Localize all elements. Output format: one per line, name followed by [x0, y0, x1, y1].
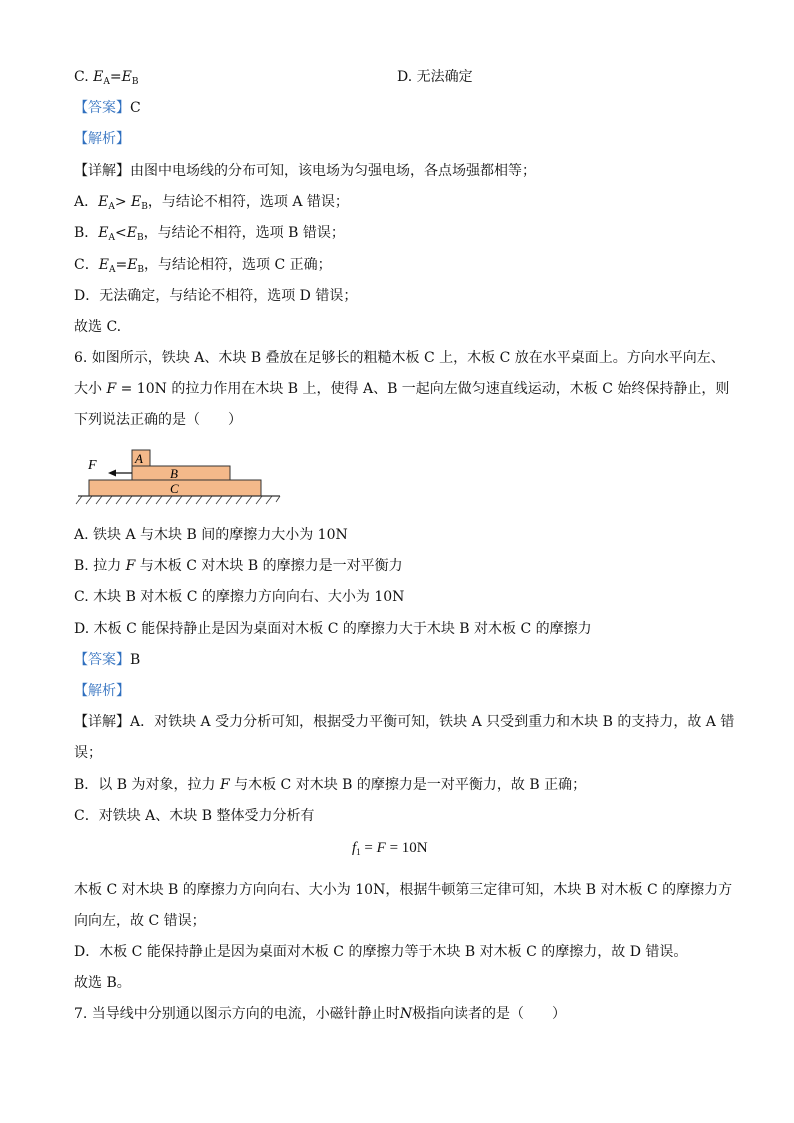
symbol-e: E [93, 69, 104, 85]
option-label: C． [74, 257, 99, 273]
option-text: 与木板 C 对木块 B 的摩擦力是一对平衡力 [135, 558, 403, 574]
q5-detail-a [74, 192, 349, 212]
friction-formula [352, 840, 428, 857]
stem-text: = 10N 的拉力作用在木块 B 上，使得 A、B 一起向左做匀速直线运动，木板 C 始终保持静止，则 [116, 381, 730, 397]
q5-detail-b [74, 223, 345, 243]
detail-text: ，与结论不相符，选项 A 错误； [147, 194, 349, 210]
q5-detail-d: D．无法确定，与结论不相符，选项 D 错误； [74, 288, 358, 304]
symbol-n: N [399, 1006, 413, 1022]
blocks-figure [74, 444, 284, 510]
q6-detail-a-line-2: 误； [74, 745, 102, 761]
subscript-b: B [137, 233, 144, 243]
q6-detail-c: C．对铁块 A、木块 B 整体受力分析有 [74, 808, 315, 824]
symbol-f: F [125, 558, 136, 574]
q6-answer [74, 650, 140, 670]
q6-detail-a-line-1 [74, 712, 734, 732]
symbol-f: F [219, 777, 230, 793]
q6-analysis-tag [74, 681, 130, 701]
symbol-e: E [98, 257, 109, 273]
symbol-f: F [106, 381, 117, 397]
q6-stem-line-3: 下列说法正确的是（ ） [74, 412, 242, 428]
label-f: F [88, 458, 97, 473]
option-label: A． [74, 194, 99, 210]
q6-option-a: A. 铁块 A 与木块 B 间的摩擦力大小为 10N [74, 527, 348, 543]
subscript-b: B [131, 77, 139, 87]
relation: = [115, 257, 128, 273]
q5-answer [74, 98, 141, 118]
q6-detail-c2-line-2: 向向左，故 C 错误； [74, 913, 206, 929]
q6-option-d: D. 木板 C 能保持静止是因为桌面对木板 C 的摩擦力大于木块 B 对木板 C 的摩擦力 [74, 621, 592, 637]
q5-detail [74, 161, 536, 181]
symbol-f: F [376, 840, 386, 856]
answer-value: B [130, 652, 141, 668]
detail-text: ，与结论相符，选项 C 正确； [144, 257, 332, 273]
detail-text: ，与结论不相符，选项 B 错误； [143, 225, 345, 241]
q7-stem [74, 1004, 566, 1024]
symbol-e: E [126, 225, 137, 241]
analysis-tag: 【解析】 [74, 131, 130, 147]
answer-tag: 【答案】 [74, 652, 130, 668]
q6-detail-b [74, 775, 586, 795]
q6-detail-c2-line-1: 木板 C 对木块 B 的摩擦力方向向右、大小为 10N，根据牛顿第三定律可知，木块 B 对木板 C 的摩擦力方 [74, 882, 733, 898]
q6-detail-d: D．木板 C 能保持静止是因为桌面对木板 C 的摩擦力等于木块 B 对木板 C 的摩擦力，故 D 错误。 [74, 944, 688, 960]
label-c: C [170, 481, 179, 496]
detail-text: A．对铁块 A 受力分析可知，根据受力平衡可知，铁块 A 只受到重力和木块 B 的支持力，故 A 错 [130, 714, 735, 730]
symbol-f-lower: f [352, 840, 357, 856]
detail-tag: 【详解】 [74, 163, 130, 179]
q6-option-c: C. 木块 B 对木板 C 的摩擦力方向向右、大小为 10N [74, 589, 405, 605]
option-text: B. 拉力 [74, 558, 126, 574]
stem-text: 大小 [74, 381, 107, 397]
q5-conclusion: 故选 C. [74, 319, 122, 335]
label-a: A [135, 451, 143, 466]
detail-text: B．以 B 为对象，拉力 [74, 777, 220, 793]
q5-option-c [74, 67, 138, 87]
q5-analysis-tag [74, 129, 130, 149]
detail-tag: 【详解】 [74, 714, 130, 730]
subscript-1: 1 [356, 847, 361, 857]
symbol-e: E [121, 69, 132, 85]
subscript-a: A [108, 265, 116, 275]
relation: > [114, 194, 132, 210]
force-arrowhead [108, 470, 116, 477]
relation: = [109, 69, 122, 85]
q6-option-b [74, 556, 403, 576]
detail-text: 由图中电场线的分布可知，该电场为匀强电场，各点场强都相等； [130, 163, 536, 179]
option-label: B． [74, 225, 99, 241]
q6-conclusion: 故选 B。 [74, 975, 131, 991]
subscript-a: A [103, 77, 110, 87]
symbol-e: E [127, 257, 138, 273]
q5-detail-c [74, 255, 332, 275]
analysis-tag: 【解析】 [74, 683, 130, 699]
q6-stem-line-2 [74, 379, 729, 399]
answer-tag: 【答案】 [74, 100, 130, 116]
stem-text: 7. 当导线中分别通以图示方向的电流，小磁针静止时 [74, 1006, 400, 1022]
formula-value: = 10N [385, 840, 428, 856]
q5-option-d: D. 无法确定 [397, 69, 473, 85]
label-b: B [170, 466, 178, 481]
q6-stem-line-1: 6. 如图所示，铁块 A、木块 B 叠放在足够长的粗糙木板 C 上，木板 C 放在水平桌面上。方向水平向左、 [74, 350, 725, 366]
relation: < [115, 225, 127, 241]
symbol-e: E [131, 194, 142, 210]
subscript-b: B [137, 265, 145, 275]
symbol-e: E [98, 194, 109, 210]
option-label: C. [74, 69, 94, 85]
stem-text: 极指向读者的是（ ） [412, 1006, 567, 1022]
ground-hatching [76, 496, 280, 504]
symbol-e: E [98, 225, 109, 241]
subscript-a: A [108, 202, 115, 212]
block-b [132, 466, 230, 480]
detail-text: 与木板 C 对木块 B 的摩擦力是一对平衡力，故 B 正确； [229, 777, 587, 793]
answer-value: C [130, 100, 141, 116]
equals: = [360, 840, 377, 856]
subscript-a: A [108, 233, 116, 243]
subscript-b: B [141, 202, 148, 212]
